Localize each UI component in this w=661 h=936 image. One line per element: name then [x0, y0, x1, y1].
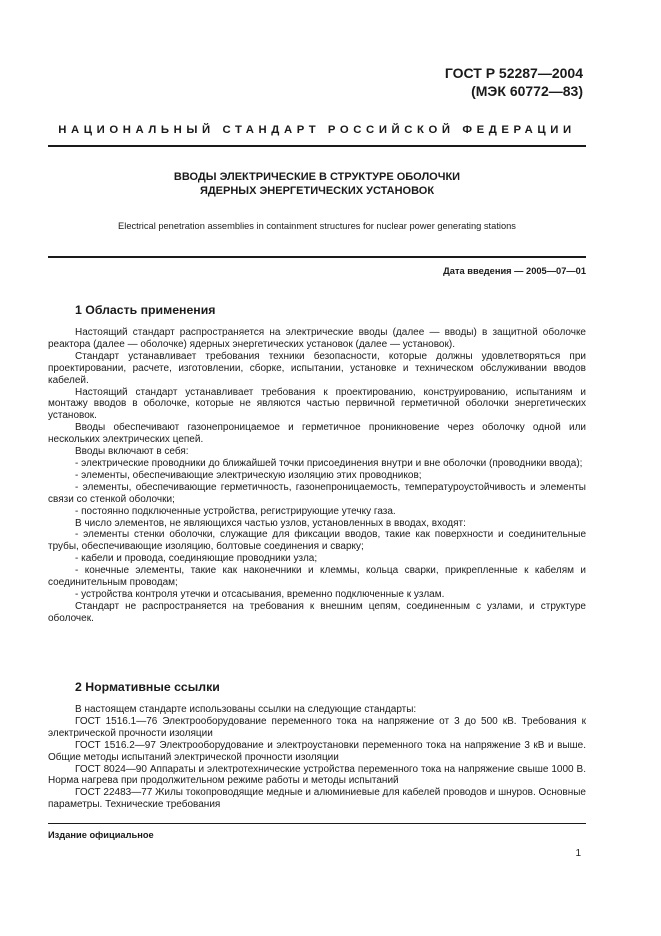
introduction-date: Дата введения — 2005—07—01 — [443, 266, 586, 276]
paragraph: - элементы стенки оболочки, служащие для фиксации вводов, такие как поверхности и соединительные трубы, обеспечивающие изоляцию, болтовые соединения и сварку; — [48, 529, 586, 553]
document-title-en: Electrical penetration assemblies in containment structures for nuclear power generating stations — [118, 221, 516, 231]
paragraph: ГОСТ 8024—90 Аппараты и электротехнические устройства переменного тока на напряжение свыше 1000 В. Норма нагрева при продолжительном режиме работы и методы испытаний — [48, 763, 586, 787]
paragraph: В настоящем стандарте использованы ссылки на следующие стандарты: — [75, 704, 417, 715]
official-edition-label: Издание официальное — [48, 830, 154, 840]
paragraph: ГОСТ 1516.1—76 Электрооборудование переменного тока на напряжение от 3 до 500 кВ. Требования к электрической прочности изоляции — [48, 715, 586, 739]
paragraph: Стандарт не распространяется на требования к внешним цепям, соединенным с узлами, и структуре оболочек. — [48, 600, 586, 624]
footer-divider — [48, 823, 586, 824]
section-1-body — [48, 327, 586, 625]
paragraph: - конечные элементы, такие как наконечники и клеммы, кольца сварки, прикрепленные к кабелям и соединительным проводам; — [48, 565, 586, 589]
title-ru-line-1: ВВОДЫ ЭЛЕКТРИЧЕСКИЕ В СТРУКТУРЕ ОБОЛОЧКИ — [173, 171, 461, 183]
paragraph: Настоящий стандарт устанавливает требования к проектированию, конструированию, испытаниям и монтажу вводов в оболочке, которые не являются частью первичной герметичной оболочки энергетических установок. — [48, 386, 586, 422]
title-divider — [48, 256, 586, 258]
paragraph: В число элементов, не являющихся частью узлов, установленных в вводах, входят: — [75, 517, 466, 529]
paragraph: Вводы включают в себя: — [75, 446, 189, 458]
paragraph: - постоянно подключенные устройства, регистрирующие утечку газа. — [75, 505, 396, 517]
paragraph: Настоящий стандарт распространяется на электрические вводы (далее — вводы) в защитной оболочке реактора (далее — оболочке) ядерных энергетических установок (далее — установок). — [48, 327, 586, 350]
paragraph: - кабели и провода, соединяющие проводники узла; — [75, 553, 318, 565]
section-2-heading: 2 Нормативные ссылки — [75, 680, 220, 694]
paragraph: Вводы обеспечивают газонепроницаемое и герметичное проникновение через оболочку одной или нескольких электрических цепей. — [48, 422, 586, 446]
document-title-ru — [48, 170, 586, 198]
paragraph: Стандарт устанавливает требования техники безопасности, которые должны удовлетворяться при проектировании, расчете, изготовлении, сборке, испытании, установке и техническом обслуживании вводов кабелей. — [48, 350, 586, 386]
standard-number: ГОСТ Р 52287—2004 — [444, 65, 583, 81]
paragraph: ГОСТ 1516.2—97 Электрооборудование и электроустановки переменного тока на напряжение 3 кВ и выше. Общие методы испытаний электрической прочности изоляции — [48, 739, 586, 763]
iec-reference: (МЭК 60772—83) — [471, 83, 583, 99]
section-1-heading: 1 Область применения — [75, 303, 216, 317]
national-standard-banner: НАЦИОНАЛЬНЫЙ СТАНДАРТ РОССИЙСКОЙ ФЕДЕРАЦИИ — [58, 124, 576, 136]
top-divider — [48, 145, 586, 147]
paragraph: - электрические проводники до ближайшей точки присоединения внутри и вне оболочки (проводники ввода); — [75, 457, 583, 469]
section-2-body — [48, 704, 586, 811]
paragraph: - элементы, обеспечивающие герметичность, газонепроницаемость, температуроустойчивость и элементы связи со стенкой оболочки; — [48, 481, 586, 505]
page-number: 1 — [575, 848, 581, 859]
paragraph: ГОСТ 22483—77 Жилы токопроводящие медные и алюминиевые для кабелей проводов и шнуров. Основные параметры. Технические требования — [48, 787, 586, 811]
standard-code — [363, 64, 583, 100]
paragraph: - устройства контроля утечки и отсасывания, временно подключенные к узлам. — [75, 588, 445, 600]
paragraph: - элементы, обеспечивающие электрическую изоляцию этих проводников; — [75, 469, 422, 481]
title-ru-line-2: ЯДЕРНЫХ ЭНЕРГЕТИЧЕСКИХ УСТАНОВОК — [199, 185, 435, 197]
